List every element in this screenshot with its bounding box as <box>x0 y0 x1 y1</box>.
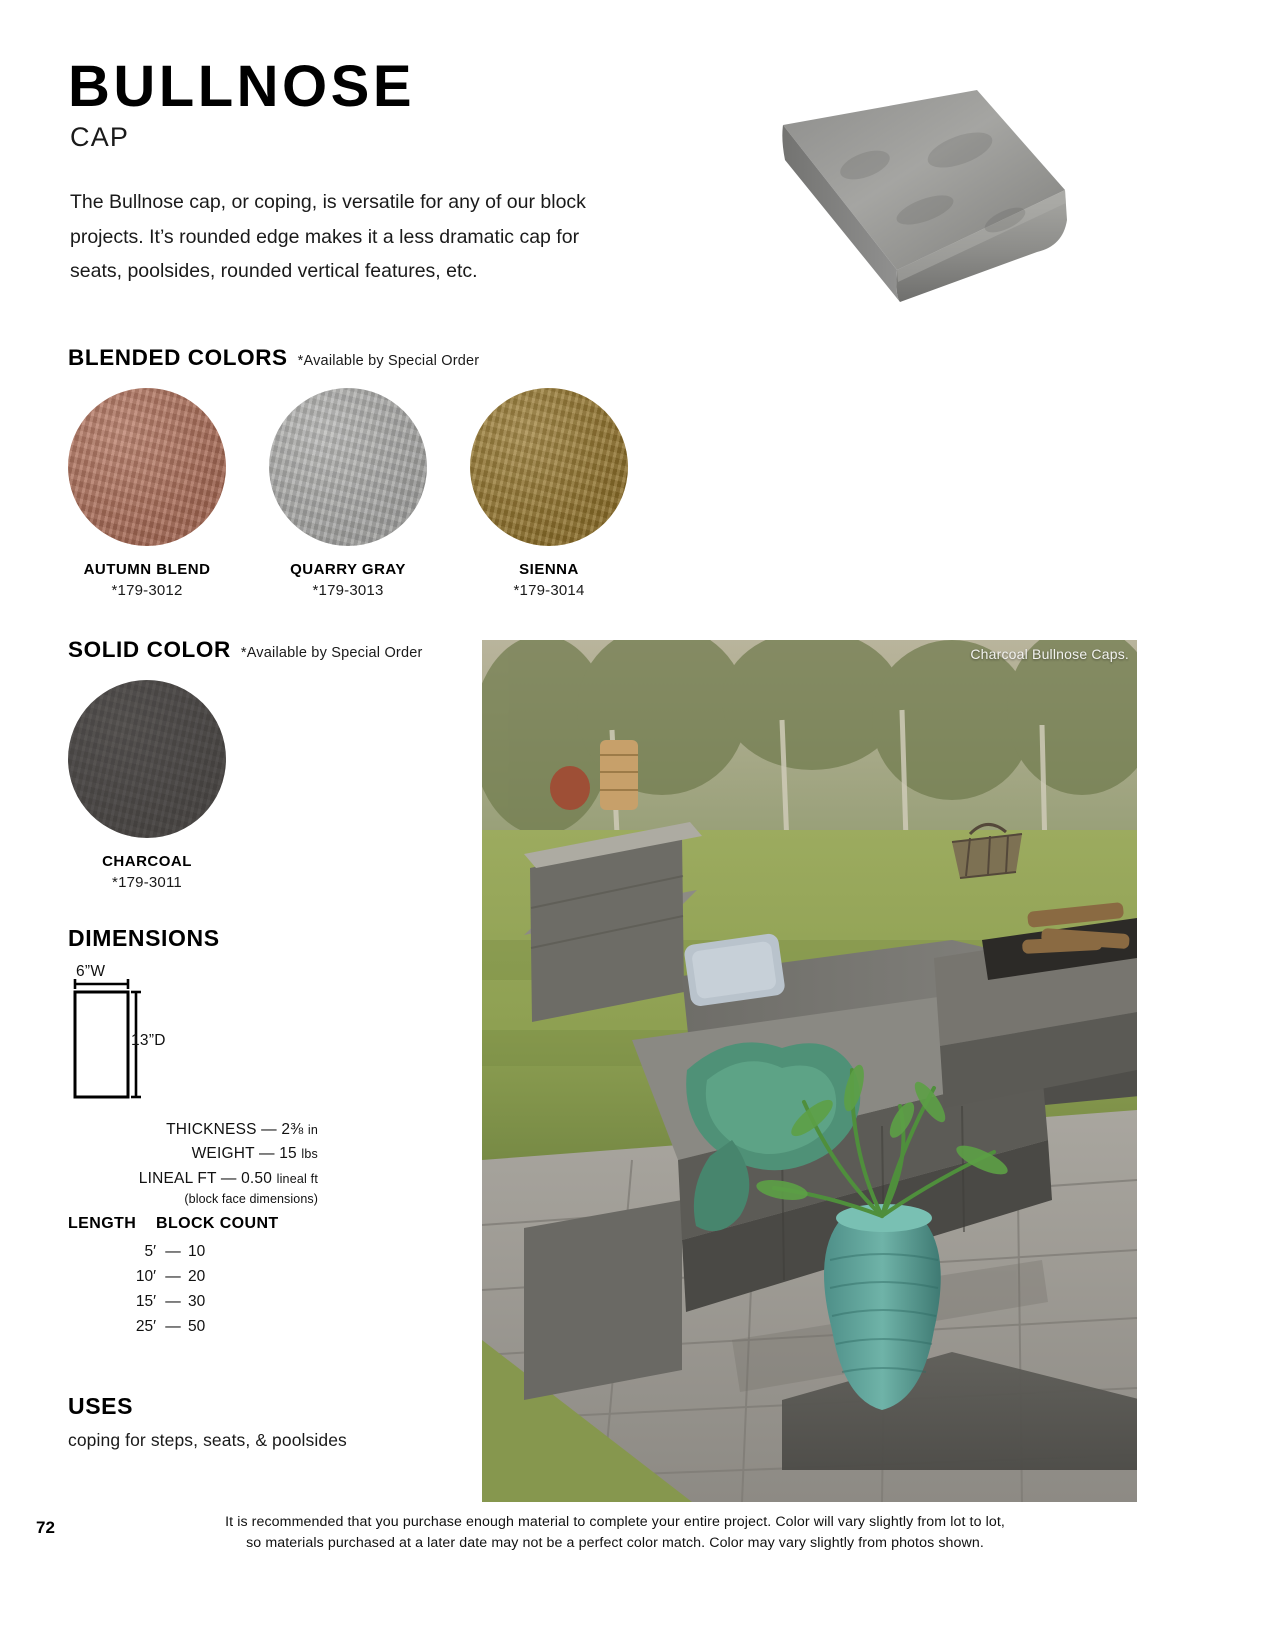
cell-count: 50 <box>188 1318 206 1336</box>
spec-label: LINEAL FT <box>138 1169 217 1187</box>
footer-line-2: so materials purchased at a later date may not be a perfect color match. Color may vary slightly from photos shown. <box>246 1535 984 1552</box>
swatch-circle <box>269 388 427 546</box>
swatch-circle <box>470 388 628 546</box>
spec-thickness <box>68 1118 318 1142</box>
solid-color-heading: SOLID COLOR <box>68 637 231 662</box>
footer-disclaimer <box>150 1512 1080 1555</box>
swatch-autumn-blend[interactable] <box>68 388 226 599</box>
cell-length: 15′ <box>135 1293 156 1311</box>
product-subtitle: CAP <box>70 122 130 152</box>
swatch-texture <box>68 388 226 546</box>
cell-count: 20 <box>188 1268 206 1286</box>
dimensions-heading: DIMENSIONS <box>68 925 220 951</box>
dimension-diagram-svg <box>70 962 270 1107</box>
product-render-image <box>745 70 1105 350</box>
cell-dash: — <box>165 1268 181 1286</box>
table-row <box>68 1239 283 1264</box>
swatch-texture <box>269 388 427 546</box>
blended-colors-heading: BLENDED COLORS <box>68 345 288 370</box>
solid-color-heading-row <box>68 637 423 663</box>
spec-label: WEIGHT <box>191 1145 255 1163</box>
swatch-quarry-gray[interactable] <box>269 388 427 599</box>
spec-value: 0.50 <box>241 1169 273 1187</box>
swatch-texture <box>470 388 628 546</box>
application-photo <box>482 640 1137 1502</box>
spec-note: (block face dimensions) <box>184 1192 318 1207</box>
table-row <box>68 1289 283 1314</box>
spec-value: 15 <box>279 1145 297 1163</box>
cell-count: 10 <box>188 1243 206 1260</box>
application-photo-svg <box>482 640 1137 1502</box>
swatch-sku: *179-3011 <box>112 874 182 891</box>
dimension-diagram <box>70 962 270 1107</box>
table-header-row <box>68 1215 283 1233</box>
swatch-circle <box>68 680 226 838</box>
spec-label: THICKNESS <box>166 1121 257 1138</box>
swatch-name: SIENNA <box>519 561 579 578</box>
spec-dash: — <box>220 1169 237 1187</box>
column-header-length: LENGTH <box>68 1215 137 1232</box>
cell-length: 10′ <box>135 1268 156 1286</box>
page-title: BULLNOSE <box>68 54 415 119</box>
uses-heading: USES <box>68 1393 134 1419</box>
cell-dash: — <box>165 1243 181 1260</box>
blended-colors-note: *Available by Special Order <box>297 353 480 369</box>
footer-line-1: It is recommended that you purchase enough material to complete your entire project. Color will vary slightly from lot to lot, <box>225 1514 1005 1530</box>
swatch-sku: *179-3012 <box>111 582 183 599</box>
swatch-name: QUARRY GRAY <box>290 561 406 578</box>
spec-dash: — <box>261 1121 277 1138</box>
swatch-sku: *179-3014 <box>513 582 585 599</box>
spec-list <box>68 1118 318 1206</box>
cell-length: 5′ <box>144 1243 156 1260</box>
swatch-sku: *179-3013 <box>312 582 384 599</box>
cell-length: 25′ <box>135 1318 156 1336</box>
swatch-sienna[interactable] <box>470 388 628 599</box>
blended-swatch-row <box>68 388 688 599</box>
table-row <box>68 1314 283 1339</box>
dimension-width-label: 6”W <box>76 963 106 980</box>
cell-dash: — <box>165 1318 181 1336</box>
spec-weight <box>68 1142 318 1166</box>
spec-unit: lineal ft <box>276 1171 318 1186</box>
page-number: 72 <box>36 1518 55 1537</box>
swatch-texture <box>68 680 226 838</box>
bullnose-cap-illustration <box>745 70 1105 350</box>
spec-dash: — <box>259 1145 275 1163</box>
cell-dash: — <box>165 1293 181 1311</box>
product-description: The Bullnose cap, or coping, is versatile for any of our block projects. It’s rounded edge makes it a less dramatic cap for seats, poolsides, rounded vertical features, etc. <box>70 191 586 283</box>
page-title-block <box>68 54 688 289</box>
swatch-charcoal[interactable] <box>68 680 226 891</box>
uses-text: coping for steps, seats, & poolsides <box>68 1430 347 1450</box>
blended-colors-heading-row <box>68 345 479 371</box>
dimension-depth-label: 13”D <box>131 1032 166 1049</box>
column-header-block-count: BLOCK COUNT <box>156 1215 279 1232</box>
swatch-circle <box>68 388 226 546</box>
table-row <box>68 1264 283 1289</box>
spec-unit: in <box>307 1123 318 1137</box>
block-count-table <box>68 1215 283 1339</box>
spec-lineal-ft <box>68 1167 318 1191</box>
solid-color-note: *Available by Special Order <box>240 645 423 661</box>
cell-count: 30 <box>188 1293 206 1311</box>
swatch-name: AUTUMN BLEND <box>83 561 211 578</box>
photo-caption: Charcoal Bullnose Caps. <box>970 646 1129 662</box>
swatch-name: CHARCOAL <box>102 853 192 870</box>
spec-unit: lbs <box>301 1147 318 1162</box>
spec-value: 2⅜ <box>281 1121 304 1138</box>
